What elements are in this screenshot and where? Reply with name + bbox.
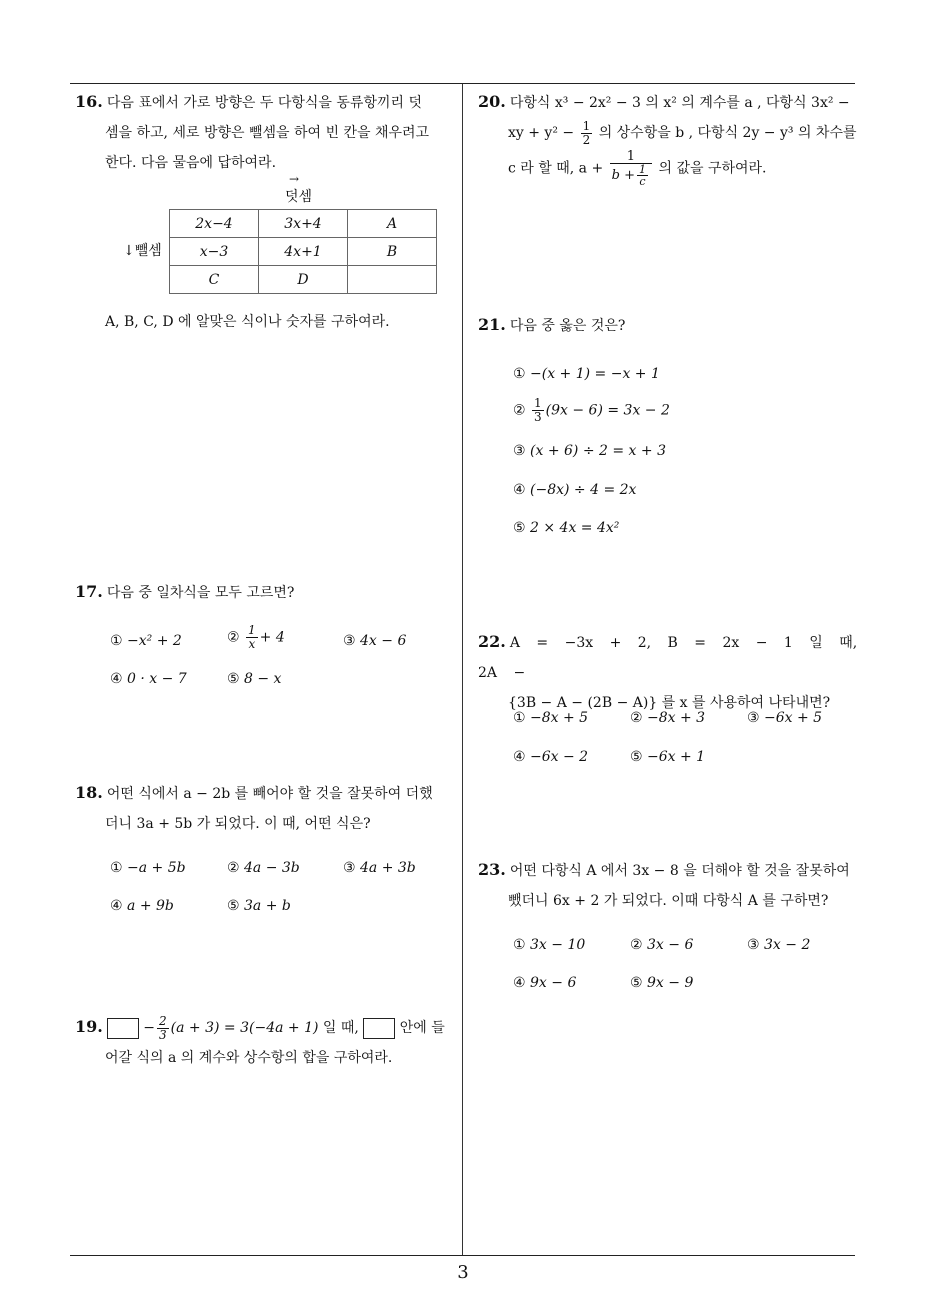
choice-1[interactable]	[513, 937, 585, 953]
choice-marker: ⑤	[630, 749, 643, 765]
choice-5[interactable]	[227, 898, 291, 914]
bottom-rule	[70, 1255, 855, 1256]
question-text: 안에 들	[399, 1020, 445, 1036]
minus-sign: −	[143, 1020, 156, 1036]
question-number: 17.	[75, 582, 103, 601]
table-cell: x−3	[170, 238, 259, 266]
choice-1[interactable]	[110, 860, 186, 876]
choice-marker: ④	[110, 898, 123, 914]
choice-marker: ②	[630, 937, 643, 953]
fraction	[532, 397, 544, 424]
choice-3[interactable]	[747, 710, 822, 726]
question-number: 20.	[478, 92, 506, 111]
choice-marker: ②	[630, 710, 643, 726]
choice-marker: ④	[110, 671, 123, 687]
choice-4[interactable]	[513, 975, 576, 991]
choice-2[interactable]	[227, 624, 285, 651]
choice-text: 8 − x	[244, 671, 282, 687]
question-text: 셈을 하고, 세로 방향은 뺄셈을 하여 빈 칸을 채우려고	[105, 125, 430, 141]
denominator: 2	[582, 132, 591, 147]
choice-marker: ③	[747, 710, 760, 726]
question-text: 다항식 x³ − 2x² − 3 의 x² 의 계수를 a , 다항식 3x² −	[509, 95, 850, 111]
page-number: 3	[457, 1262, 469, 1283]
choice-5[interactable]	[630, 749, 705, 765]
question-text: 다음 중 일차식을 모두 고르면?	[106, 585, 295, 601]
question-number: 18.	[75, 783, 103, 802]
question-22	[478, 627, 860, 718]
question-16	[75, 87, 458, 178]
numerator: 2	[159, 1013, 167, 1028]
choice-marker: ①	[110, 860, 123, 876]
question-21	[478, 310, 625, 341]
blank-box	[107, 1018, 139, 1039]
question-text: {3B − A − (2B − A)} 를 x 를 사용하여 나타내면?	[508, 695, 831, 711]
row-label: ↓뺄셈	[123, 243, 162, 259]
choice-5[interactable]	[630, 975, 693, 991]
choice-3[interactable]	[343, 633, 406, 649]
question-20	[478, 87, 860, 187]
choice-marker: ①	[513, 937, 526, 953]
choice-text: −6x − 2	[530, 749, 589, 765]
numerator: 1	[639, 163, 647, 176]
choice-text: (−8x) ÷ 4 = 2x	[530, 482, 637, 498]
inner-fraction	[637, 164, 648, 187]
table-cell: 4x+1	[259, 238, 348, 266]
choice-text: 9x − 6	[530, 975, 577, 991]
choice-text: (9x − 6) = 3x − 2	[545, 402, 670, 419]
operation-table	[169, 209, 437, 294]
choice-2[interactable]	[513, 397, 670, 424]
numerator: 1	[534, 396, 542, 410]
question-text: 의 값을 구하여라.	[658, 160, 767, 177]
choice-marker: ④	[513, 975, 526, 991]
column-label: 덧셈	[285, 189, 313, 205]
denominator: c	[639, 175, 646, 188]
choice-text: −6x + 1	[647, 749, 706, 765]
question-text: 다음 중 옳은 것은?	[509, 318, 626, 334]
choice-marker: ③	[343, 633, 356, 649]
choice-text: −8x + 5	[530, 710, 589, 726]
choice-text: 3x − 10	[530, 937, 586, 953]
question-number: 16.	[75, 92, 103, 111]
choice-marker: ①	[513, 366, 526, 382]
question-number: 23.	[478, 860, 506, 879]
choice-marker: ⑤	[630, 975, 643, 991]
choice-2[interactable]	[227, 860, 300, 876]
fraction	[581, 120, 593, 147]
choice-text: 3x − 6	[647, 937, 694, 953]
question-number: 19.	[75, 1017, 103, 1036]
choice-2[interactable]	[630, 937, 693, 953]
choice-1[interactable]	[110, 633, 182, 649]
choice-marker: ③	[747, 937, 760, 953]
question-text: 다음 표에서 가로 방향은 두 다항식을 동류항끼리 덧	[106, 95, 422, 111]
choice-marker: ③	[513, 443, 526, 459]
choice-3[interactable]	[747, 937, 810, 953]
choice-4[interactable]	[110, 898, 174, 914]
question-17	[75, 577, 294, 608]
question-number: 21.	[478, 315, 506, 334]
choice-marker: ④	[513, 482, 526, 498]
choice-marker: ⑤	[227, 671, 240, 687]
choice-text: + 4	[259, 629, 285, 646]
choice-2[interactable]	[630, 710, 705, 726]
question-18	[75, 778, 458, 839]
choice-text: −a + 5b	[127, 860, 186, 876]
question-16-prompt: A, B, C, D 에 알맞은 식이나 숫자를 구하여라.	[105, 314, 390, 330]
choice-text: 9x − 9	[647, 975, 694, 991]
choice-marker: ④	[513, 749, 526, 765]
table-cell: B	[348, 238, 437, 266]
choice-text: 3a + b	[244, 898, 291, 914]
choice-marker: ②	[227, 860, 240, 876]
choice-4[interactable]	[513, 482, 636, 498]
choice-text: 0 · x − 7	[127, 671, 187, 687]
numerator: 1	[248, 623, 256, 637]
choice-marker: ②	[513, 402, 526, 419]
choice-4[interactable]	[513, 749, 588, 765]
choice-text: −x² + 2	[127, 633, 182, 649]
question-text: 일 때,	[322, 1020, 359, 1036]
denominator: 3	[534, 410, 542, 424]
question-text: 어떤 다항식 A 에서 3x − 8 을 더해야 할 것을 잘못하여	[509, 863, 850, 879]
choice-4[interactable]	[110, 671, 187, 687]
column-arrow: →	[289, 172, 300, 186]
choice-text: 2 × 4x = 4x²	[530, 520, 620, 536]
choice-1[interactable]	[513, 366, 660, 382]
choice-text: −8x + 3	[647, 710, 706, 726]
choice-marker: ⑤	[513, 520, 526, 536]
equation: (a + 3) = 3(−4a + 1)	[170, 1020, 319, 1036]
denominator	[610, 164, 652, 187]
question-text: 어떤 식에서 a − 2b 를 빼어야 할 것을 잘못하여 더했	[106, 786, 433, 802]
choice-text: 4a − 3b	[244, 860, 300, 876]
table-cell	[348, 266, 437, 294]
choice-5[interactable]	[227, 671, 281, 687]
choice-1[interactable]	[513, 710, 588, 726]
choice-text: 4x − 6	[360, 633, 407, 649]
question-text: 어갈 식의 a 의 계수와 상수항의 합을 구하여라.	[105, 1050, 393, 1066]
choice-marker: ③	[343, 860, 356, 876]
denominator-text: b +	[611, 168, 636, 183]
choice-3[interactable]	[343, 860, 416, 876]
question-text: A = −3x + 2, B = 2x − 1 일 때, 2A −	[478, 635, 858, 681]
choice-text: a + 9b	[127, 898, 174, 914]
choice-marker: ⑤	[227, 898, 240, 914]
question-number: 22.	[478, 632, 506, 651]
table-cell: D	[259, 266, 348, 294]
question-text: c 라 할 때, a +	[508, 160, 604, 177]
question-text: 뺐더니 6x + 2 가 되었다. 이때 다항식 A 를 구하면?	[508, 893, 829, 909]
denominator: x	[248, 637, 256, 651]
question-text: 한다. 다음 물음에 답하여라.	[105, 155, 277, 171]
table-cell: 3x+4	[259, 210, 348, 238]
numerator: 1	[582, 118, 591, 133]
question-text: 더니 3a + 5b 가 되었다. 이 때, 어떤 식은?	[105, 816, 371, 832]
choice-marker: ①	[110, 633, 123, 649]
choice-5[interactable]	[513, 520, 619, 536]
column-divider	[462, 84, 463, 1256]
choice-text: −6x + 5	[764, 710, 823, 726]
choice-text: (x + 6) ÷ 2 = x + 3	[530, 443, 666, 459]
question-19	[75, 1012, 458, 1073]
question-text: 의 상수항을 b , 다항식 2y − y³ 의 차수를	[598, 125, 857, 141]
table-cell: A	[348, 210, 437, 238]
choice-text: 3x − 2	[764, 937, 811, 953]
choice-text: −(x + 1) = −x + 1	[530, 366, 660, 382]
choice-marker: ①	[513, 710, 526, 726]
choice-3[interactable]	[513, 443, 666, 459]
continued-fraction	[610, 150, 652, 187]
fraction	[246, 624, 258, 651]
fraction	[157, 1015, 169, 1042]
table-cell: 2x−4	[170, 210, 259, 238]
choice-text: 4a + 3b	[360, 860, 416, 876]
choice-marker: ②	[227, 629, 240, 646]
blank-box	[363, 1018, 395, 1039]
denominator: 3	[159, 1027, 167, 1042]
question-text: xy + y² −	[508, 125, 575, 141]
question-23	[478, 855, 860, 916]
numerator: 1	[610, 150, 652, 164]
table-cell: C	[170, 266, 259, 294]
